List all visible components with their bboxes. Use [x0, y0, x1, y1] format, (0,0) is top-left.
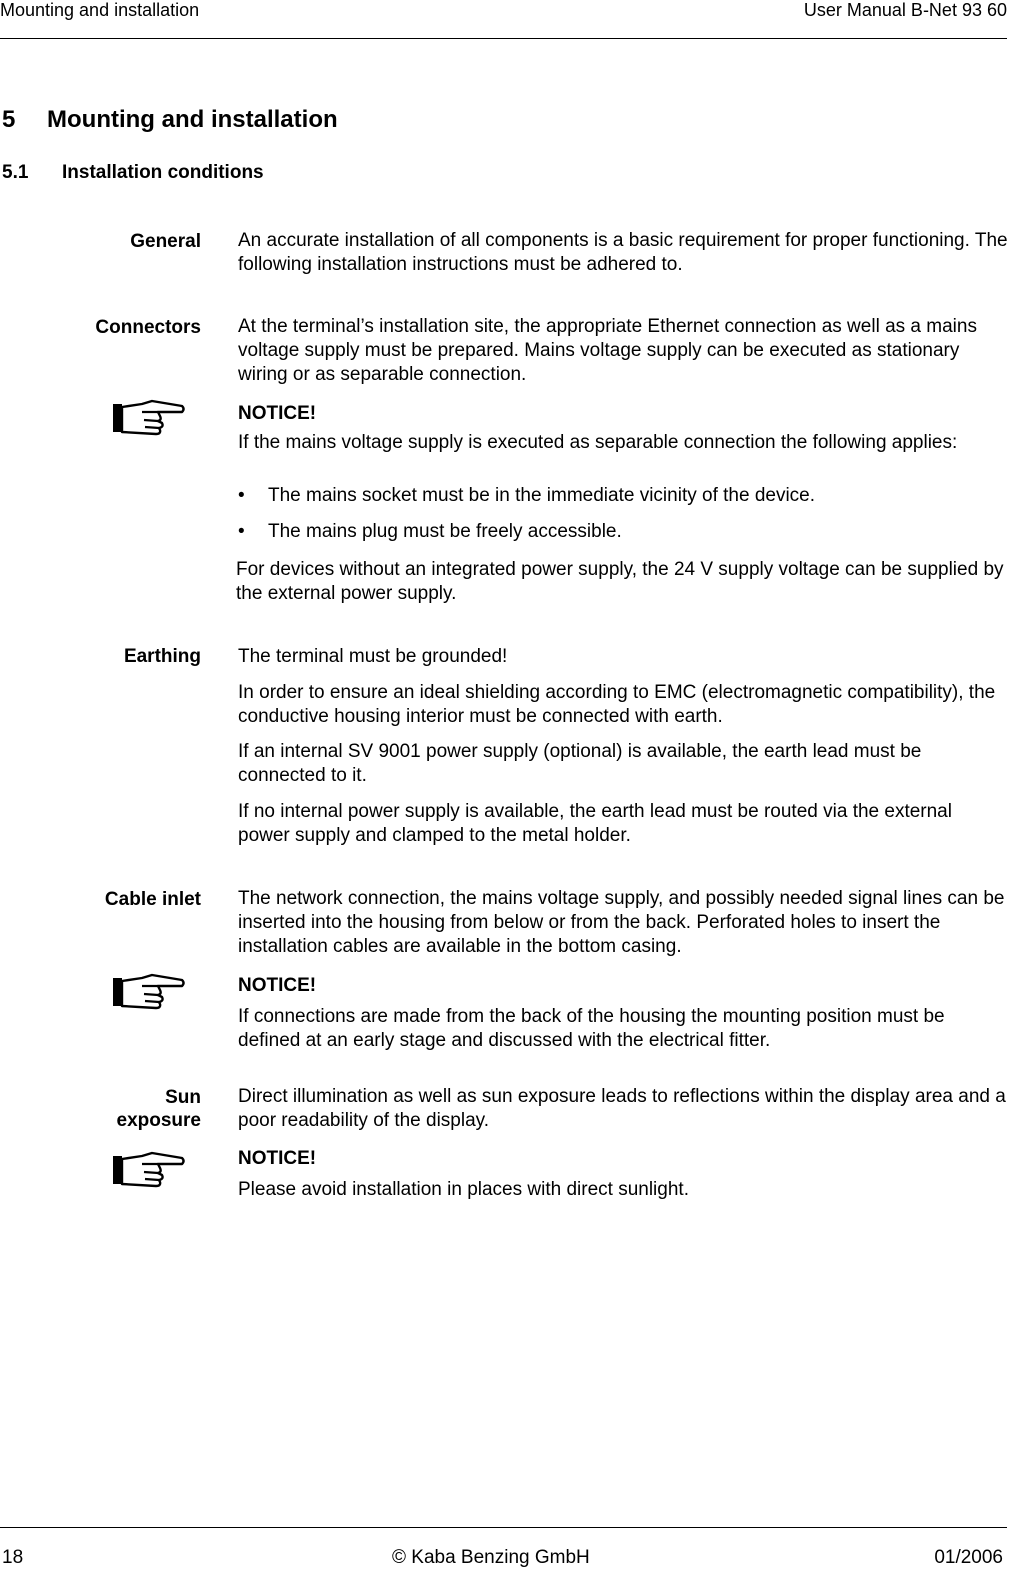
connectors-notice-text: If the mains voltage supply is executed as separable connection the following applies:	[238, 432, 958, 453]
sun-exposure-notice-title: NOTICE!	[238, 1148, 317, 1169]
subsection-title: Installation conditions	[62, 162, 264, 183]
footer-rule	[0, 1527, 1007, 1528]
label-sun-exposure	[117, 1086, 201, 1132]
header-manual-title: User Manual B-Net 93 60	[803, 0, 1007, 20]
label-earthing: Earthing	[123, 646, 201, 667]
subsection-number: 5.1	[2, 162, 29, 183]
bullet-marker: •	[238, 521, 245, 542]
pointing-hand-icon	[112, 1150, 186, 1190]
earthing-paragraph-2: In order to ensure an ideal shielding according to EMC (electromagnetic compatibility), the conductive housing interior must be connected with earth.	[238, 682, 996, 727]
cable-inlet-notice-title: NOTICE!	[238, 975, 317, 996]
earthing-paragraph-4: If no internal power supply is available, the earth lead must be routed via the external power supply and clamped to the metal holder.	[238, 801, 952, 846]
bullet-item-socket: The mains socket must be in the immediate vicinity of the device.	[268, 485, 816, 506]
connectors-after-text: For devices without an integrated power supply, the 24 V supply voltage can be supplied by the external power supply.	[236, 559, 1004, 604]
pointing-hand-icon	[112, 398, 186, 438]
cable-inlet-notice-text: If connections are made from the back of the housing the mounting position must be defined at an early stage and discussed with the electrical fitter.	[238, 1006, 945, 1051]
label-connectors: Connectors	[95, 317, 201, 338]
cable-inlet-text: The network connection, the mains voltage supply, and possibly needed signal lines can be inserted into the housing from below or from the back. Perforated holes to insert the installation cables are available in the bottom casing.	[238, 888, 1005, 957]
header-rule	[0, 38, 1007, 39]
bullet-item-plug: The mains plug must be freely accessible.	[268, 521, 622, 542]
connectors-text: At the terminal’s installation site, the appropriate Ethernet connection as well as a mains voltage supply must be prepared. Mains voltage supply can be executed as stationary wiring or as separable connection.	[238, 316, 977, 385]
label-sun-exposure-line1: Sun	[165, 1087, 201, 1108]
bullet-marker: •	[238, 485, 245, 506]
sun-exposure-notice-text: Please avoid installation in places with direct sunlight.	[238, 1179, 689, 1200]
earthing-paragraph-1: The terminal must be grounded!	[238, 646, 508, 667]
connectors-notice-title: NOTICE!	[238, 403, 317, 424]
footer-company: © Kaba Benzing GmbH	[392, 1547, 590, 1568]
footer-date: 01/2006	[934, 1547, 1003, 1568]
label-sun-exposure-line2: exposure	[116, 1110, 201, 1131]
footer-page-number: 18	[2, 1547, 24, 1568]
section-number: 5	[2, 106, 16, 133]
general-text: An accurate installation of all components is a basic requirement for proper functioning. The following installation instructions must be adhered to.	[238, 230, 1008, 275]
pointing-hand-icon	[112, 972, 186, 1012]
sun-exposure-text: Direct illumination as well as sun exposure leads to reflections within the display area and a poor readability of the display.	[238, 1086, 1006, 1131]
section-title: Mounting and installation	[47, 106, 338, 133]
label-cable-inlet: Cable inlet	[104, 889, 201, 910]
header-chapter: Mounting and installation	[0, 0, 200, 20]
label-general: General	[130, 231, 201, 252]
earthing-paragraph-3: If an internal SV 9001 power supply (optional) is available, the earth lead must be connected to it.	[238, 741, 922, 786]
